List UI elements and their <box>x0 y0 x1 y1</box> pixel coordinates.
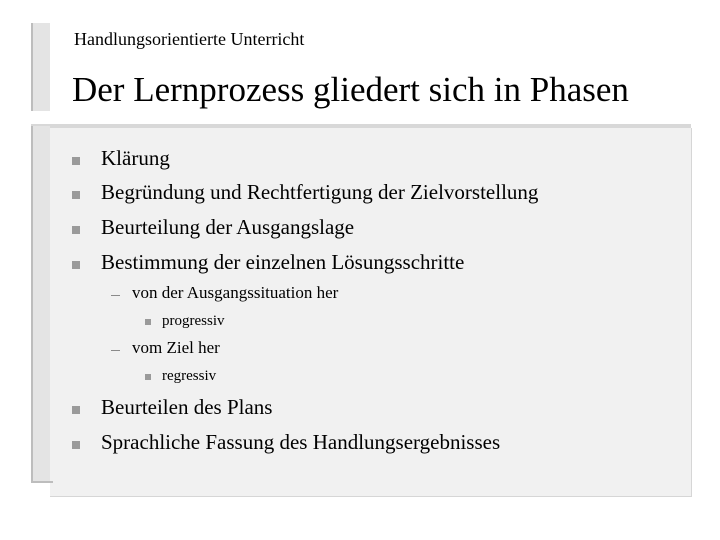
square-bullet-icon <box>72 261 80 269</box>
dash-bullet-icon <box>111 350 120 351</box>
square-bullet-icon <box>72 157 80 165</box>
bullet-text: Bestimmung der einzelnen Lösungsschritte <box>101 250 465 274</box>
slide-subtitle: Handlungsorientierte Unterricht <box>74 29 305 49</box>
bullet-item-level-3 <box>162 366 216 386</box>
bullet-text: Klärung <box>101 146 170 170</box>
bullet-item-level-1 <box>101 249 464 275</box>
bullet-text: Sprachliche Fassung des Handlungsergebnisses <box>101 430 501 454</box>
decorative-frame-bottom-edge <box>31 126 33 483</box>
bullet-text: progressiv <box>162 313 225 329</box>
decorative-frame-top <box>31 23 50 111</box>
square-bullet-icon <box>72 226 80 234</box>
decorative-frame-top-edge <box>31 23 33 111</box>
square-bullet-icon <box>72 441 80 449</box>
bullet-item-level-2 <box>132 337 220 359</box>
bullet-text: Begründung und Rechtfertigung der Zielvorstellung <box>101 180 539 204</box>
bullet-item-level-3 <box>162 311 225 331</box>
bullet-item-level-1 <box>101 145 170 171</box>
bullet-text: Beurteilung der Ausgangslage <box>101 215 355 239</box>
dash-bullet-icon <box>111 295 120 296</box>
bullet-text: vom Ziel her <box>132 338 220 357</box>
bullet-item-level-1 <box>101 429 500 455</box>
bullet-item-level-2 <box>132 282 338 304</box>
bullet-item-level-1 <box>101 214 354 240</box>
decorative-frame-foot <box>31 481 53 483</box>
slide-title: Der Lernprozess gliedert sich in Phasen <box>72 70 629 109</box>
square-bullet-icon <box>72 191 80 199</box>
bullet-item-level-1 <box>101 179 538 205</box>
square-bullet-icon <box>145 374 151 380</box>
square-bullet-icon <box>72 406 80 414</box>
square-bullet-icon <box>145 319 151 325</box>
bullet-text: Beurteilen des Plans <box>101 395 273 419</box>
bullet-item-level-1 <box>101 394 272 420</box>
decorative-frame-bottom <box>31 126 50 483</box>
bullet-text: regressiv <box>162 368 217 384</box>
bullet-text: von der Ausgangssituation her <box>132 283 339 302</box>
